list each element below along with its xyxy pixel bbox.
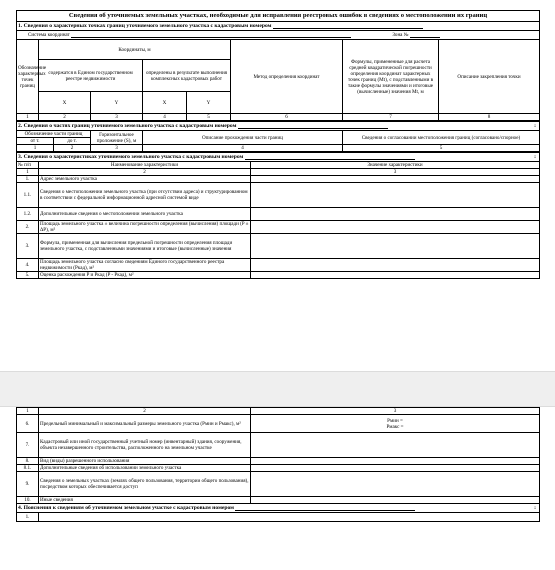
col-name: Наименование характеристики [39, 162, 251, 169]
form-title: Сведения об уточняемых земельных участках, необходимые для исправления реестровых ошибок в сведениях о местоположении их границ [17, 11, 540, 22]
col-number: 2 [39, 169, 251, 176]
row-label: Адрес земельного участка [39, 176, 251, 183]
cadastral-number-line [238, 123, 388, 129]
row-number: 7. [17, 433, 39, 458]
col-to: до т. [54, 138, 91, 145]
zone-line [410, 32, 440, 38]
page-2 [16, 407, 539, 522]
col-formulas: Формулы, примененные для расчета средней квадратической погрешности определения координат характерных точек границ (Mt), с подставленными в такие формулы значениями и итоговые (вычисленные) значения Mt, м [343, 40, 439, 114]
cadastral-number-line [245, 154, 415, 160]
row-number: 1.1. [17, 183, 39, 208]
col-coords: Координаты, м [39, 40, 231, 60]
row-label: Оценка расхождения P и Pкад (P - Pкад), м² [39, 272, 251, 279]
row-label: Площадь земельного участка ± величина погрешности определения (вычисления) площади (P ± ΔP), м² [39, 221, 251, 234]
section1-heading: 1. Сведения о характерных точках границ уточняемого земельного участка с кадастровым номером [18, 23, 272, 29]
zone-label: Зона № [392, 32, 409, 38]
row-number: 2. [17, 221, 39, 234]
row-value [39, 513, 540, 522]
col-determined: определены в результате выполнения комплексных кадастровых работ [143, 60, 231, 92]
row-value [251, 272, 540, 279]
row-value [251, 259, 540, 272]
row-number: 4. [17, 259, 39, 272]
col-number: 1 [17, 408, 39, 415]
colon: : [534, 154, 536, 160]
section3-continued-table [16, 407, 540, 522]
table-row [17, 272, 540, 279]
row-value: Pмин = Pмакс = [251, 415, 540, 433]
table-row [17, 183, 540, 208]
row-number: 1. [17, 176, 39, 183]
row-value [251, 465, 540, 472]
table-row [17, 221, 540, 234]
col-number: 1 [17, 114, 39, 121]
row-value [251, 472, 540, 497]
table-row [17, 208, 540, 221]
section2-table [16, 121, 540, 152]
row-label: Сведения о местоположении земельного участка (при отсутствии адреса) и структурированном в соответствии с федеральной информационной адресной системой виде [39, 183, 251, 208]
section3-table [16, 152, 540, 279]
col-number: 3 [251, 408, 540, 415]
col-number: 2 [54, 145, 91, 152]
row-number: 1. [17, 513, 39, 522]
row-value [251, 497, 540, 504]
row-label: Иные сведения [39, 497, 251, 504]
row-number: 6. [17, 415, 39, 433]
col-x-determined: X [143, 92, 187, 114]
page-gap [0, 371, 555, 407]
page-1 [16, 10, 539, 279]
col-number: 1 [17, 169, 39, 176]
row-label: Предельный минимальный и максимальный размеры земельного участка (Pмин и Pмакс), м² [39, 415, 251, 433]
row-label: Дополнительные сведения о местоположении земельного участка [39, 208, 251, 221]
row-number: 9. [17, 472, 39, 497]
row-label: Дополнительные сведения об использовании земельного участка [39, 465, 251, 472]
row-value [251, 433, 540, 458]
col-part-designation: Обозначение части границ [17, 131, 91, 138]
col-designation: Обозначение характерных точек границ [17, 40, 39, 114]
col-number: 3 [91, 145, 143, 152]
col-description: Описание закрепления точки [439, 40, 540, 114]
col-from: от т. [17, 138, 54, 145]
col-number: 5 [187, 114, 231, 121]
row-label: Вид (виды) разрешенного использования [39, 458, 251, 465]
row-value [251, 183, 540, 208]
coord-system-line [71, 32, 351, 38]
col-route: Описание прохождения части границ [143, 131, 343, 145]
row-label: Площадь земельного участка согласно сведениям Единого государственного реестра недвижимости (Pкад), м² [39, 259, 251, 272]
col-number: 8 [439, 114, 540, 121]
colon: : [534, 123, 537, 129]
section2-heading: 2. Сведения о частях границ уточняемого земельного участка с кадастровым номером [18, 123, 237, 129]
row-label: Кадастровый или иной государственный учетный номер (инвентарный) здания, сооружения, объекта незавершенного строительства, расположенного на земельном участке [39, 433, 251, 458]
table-row [17, 176, 540, 183]
col-agreement: Сведения о согласовании местоположения границ (согласовано/спорное) [343, 131, 540, 145]
col-horizontal: Горизонтальное проложение (S), м [91, 131, 143, 145]
col-value: Значение характеристики [251, 162, 540, 169]
row-value [251, 221, 540, 234]
table-row [17, 259, 540, 272]
row-number: 3. [17, 234, 39, 259]
row-value [251, 176, 540, 183]
col-existing: содержатся в Едином государственном реестре недвижимости [39, 60, 143, 92]
colon: : [534, 505, 536, 511]
table-row [17, 415, 540, 433]
row-number: 8. [17, 458, 39, 465]
table-row [17, 497, 540, 504]
col-number: 2 [39, 408, 251, 415]
coord-system-label: Система координат [28, 32, 70, 38]
table-row [17, 472, 540, 497]
row-value [251, 458, 540, 465]
table-row [17, 433, 540, 458]
col-number: 5 [343, 145, 540, 152]
col-number: 7 [343, 114, 439, 121]
col-y-existing: Y [91, 92, 143, 114]
row-number: 8.1. [17, 465, 39, 472]
col-number: 1 [17, 145, 54, 152]
row-value [251, 234, 540, 259]
col-x-existing: X [39, 92, 91, 114]
col-num: № п/п [17, 162, 39, 169]
row-label: Сведения о земельных участках (землях общего пользования, территории общего пользования), посредством которых обеспечивается доступ [39, 472, 251, 497]
cadastral-number-line [273, 23, 423, 29]
table-row [17, 465, 540, 472]
col-number: 3 [91, 114, 143, 121]
col-number: 2 [39, 114, 91, 121]
col-method: Метод определения координат [231, 40, 343, 114]
col-number: 3 [251, 169, 540, 176]
table-row [17, 458, 540, 465]
cadastral-number-line [235, 505, 415, 511]
col-number: 6 [231, 114, 343, 121]
row-number: 1.2. [17, 208, 39, 221]
row-number: 10. [17, 497, 39, 504]
section1-table [16, 10, 540, 121]
col-number: 4 [143, 114, 187, 121]
row-number: 5. [17, 272, 39, 279]
section4-heading: 4. Пояснения к сведениям об уточняемом земельном участке с кадастровым номером [18, 505, 234, 511]
col-y-determined: Y [187, 92, 231, 114]
row-value [251, 208, 540, 221]
section3-heading: 3. Сведения о характеристиках уточняемого земельного участка с кадастровым номером [18, 154, 244, 160]
row-label: Формула, примененная для вычисления предельной погрешности определения площади земельного участка, с подставленными значениями и итоговые (вычисленные) значения [39, 234, 251, 259]
table-row [17, 513, 540, 522]
col-number: 4 [143, 145, 343, 152]
table-row [17, 234, 540, 259]
